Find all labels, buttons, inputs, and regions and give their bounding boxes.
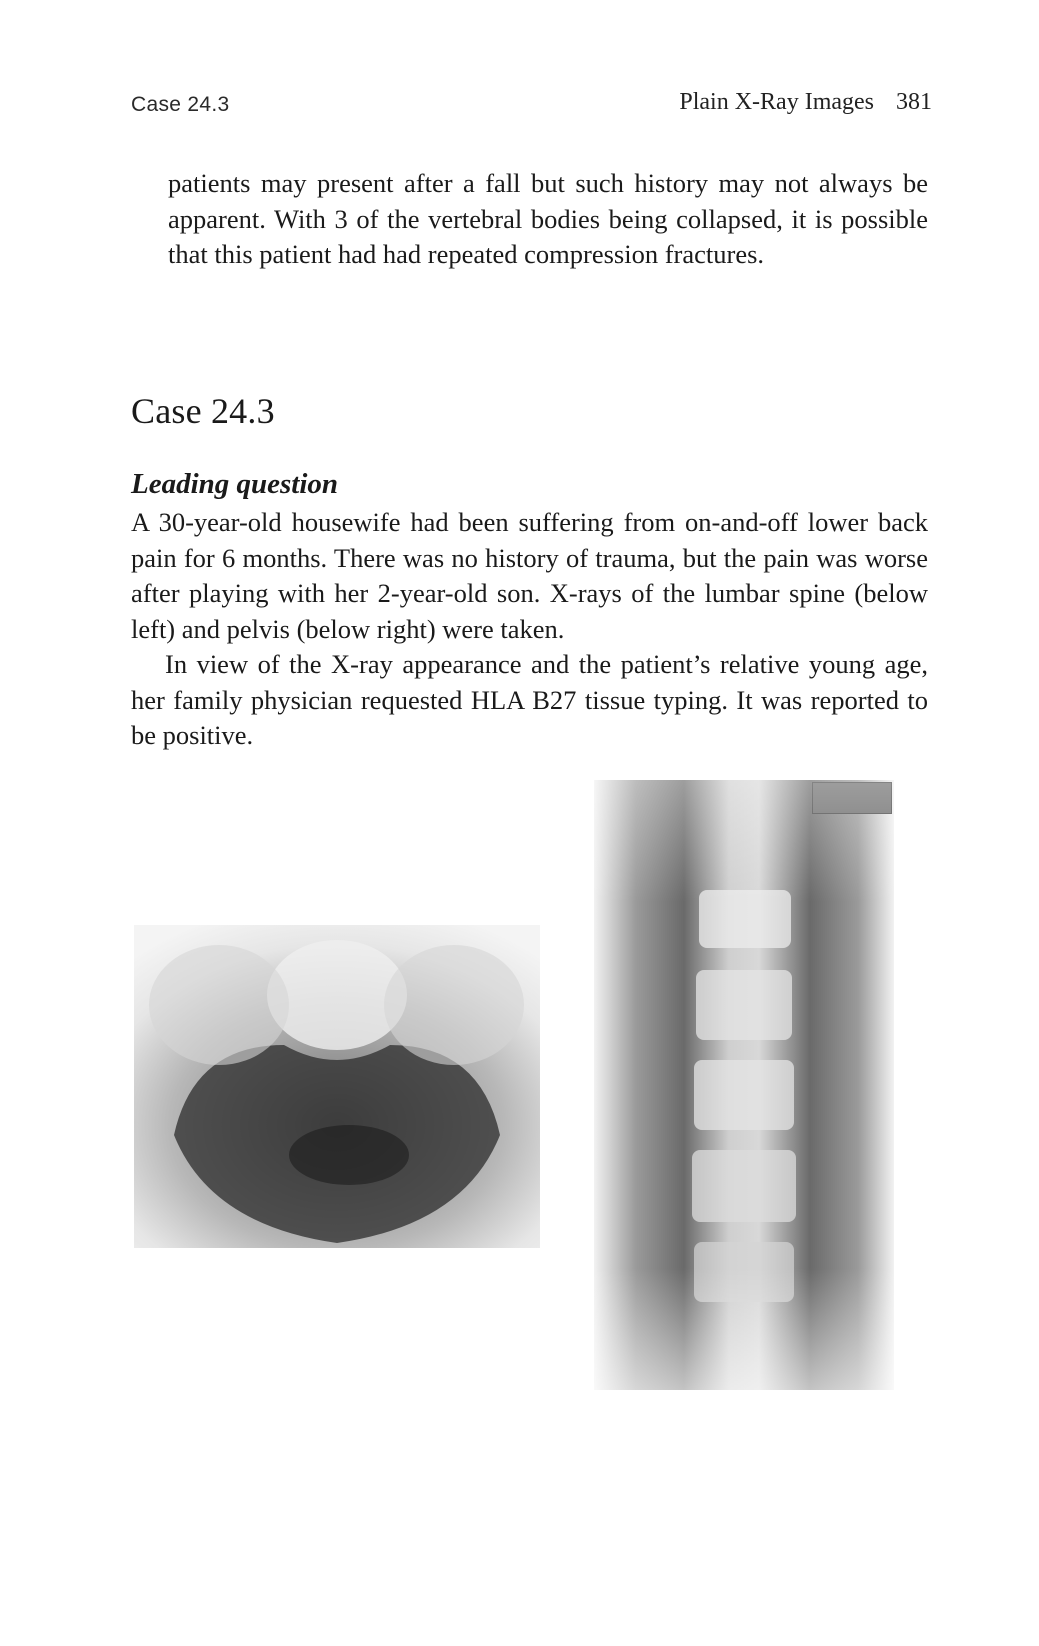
film-marker-label: [812, 782, 892, 814]
left-iliac-wing: [149, 945, 289, 1065]
lumbar-spine-xray-image: [594, 780, 894, 1390]
pelvis-xray-image: [134, 925, 540, 1248]
case-paragraph-2: In view of the X-ray appearance and the patient’s relative young age, her family physician requested HLA B27 tissue typing. It was reported to be positive.: [131, 649, 928, 750]
running-header-chapter: Plain X-Ray Images: [679, 89, 874, 115]
bowel-gas-shadow: [289, 1125, 409, 1185]
vertebra-l3: [694, 1060, 794, 1130]
vertebra-l5: [694, 1242, 794, 1302]
case-title: Case 24.3: [131, 391, 275, 431]
running-header-right: [679, 89, 932, 116]
pelvis-xray-drawing: [134, 925, 540, 1248]
right-iliac-wing: [384, 945, 524, 1065]
page-number: 381: [896, 89, 932, 115]
spine-xray-drawing: [594, 780, 894, 1390]
continuation-paragraph: patients may present after a fall but such history may not always be apparent. With 3 of the vertebral bodies being collapsed, it is possible that this patient had had repeated compression fractures.: [168, 168, 928, 269]
vertebra-l2: [696, 970, 792, 1040]
leading-question-heading: Leading question: [131, 468, 339, 500]
case-paragraph-1: A 30-year-old housewife had been suffering from on-and-off lower back pain for 6 months. There was no history of trauma, but the pain was worse after playing with her 2-year-old son. X-rays of the lumbar spine (below left) and pelvis (below right) were taken.: [131, 507, 928, 644]
vertebra-l1: [699, 890, 791, 948]
running-header-section: Case 24.3: [131, 93, 230, 116]
vertebra-l4: [692, 1150, 796, 1222]
